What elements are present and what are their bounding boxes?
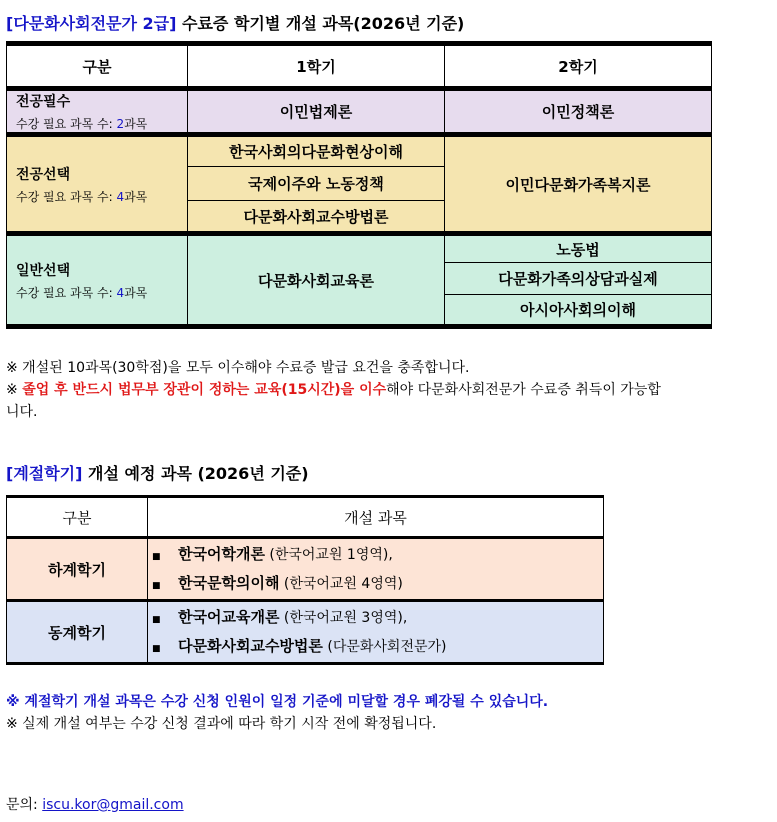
course-cell: 다문화가족의상담과실제 xyxy=(445,263,712,295)
section1-title xyxy=(6,11,464,34)
list-item: ■ 다문화사회교수방법론 (다문화사회전문가) xyxy=(152,632,603,661)
section2-title xyxy=(6,461,309,484)
section2-tag: [계절학기] xyxy=(6,464,83,483)
table-header-row xyxy=(7,497,604,538)
contact-label: 문의: xyxy=(6,797,43,813)
table-row-major-required xyxy=(7,89,712,135)
course-cell: 이민다문화가족복지론 xyxy=(445,135,712,234)
course-cell: 노동법 xyxy=(445,234,712,263)
category-requirement: 수강 필요 과목 수: 4과목 xyxy=(16,285,148,300)
note-line: ※ 계절학기 개설 과목은 수강 신청 인원이 일정 기준에 미달할 경우 폐강될 수 있습니다. xyxy=(6,694,549,710)
notes-section2 xyxy=(6,691,774,735)
course-cell: 한국사회의다문화현상이해 xyxy=(188,135,445,167)
list-item: ■ 한국문학의이해 (한국어교원 4영역) xyxy=(152,569,603,598)
category-name: 전공선택 xyxy=(16,166,71,183)
header-courses: 개설 과목 xyxy=(148,497,604,538)
section1-tag: [다문화사회전문가 2급] xyxy=(6,14,177,33)
header-category: 구분 xyxy=(7,44,188,89)
semester-name: 하계학기 xyxy=(7,538,148,601)
section1-heading: 수료증 학기별 개설 과목(2026년 기준) xyxy=(176,14,465,33)
course-cell: 아시아사회의이해 xyxy=(445,295,712,327)
table-row-winter xyxy=(7,601,604,664)
course-list xyxy=(148,601,604,664)
category-requirement: 수강 필요 과목 수: 4과목 xyxy=(16,189,148,204)
bullet-icon: ■ xyxy=(152,581,161,591)
note-highlight: 졸업 후 반드시 법무부 장관이 정하는 교육(15시간)을 이수 xyxy=(22,382,387,398)
list-item: ■ 한국어교육개론 (한국어교원 3영역), xyxy=(152,603,603,632)
table-row-major-elective xyxy=(7,135,712,167)
course-cell: 국제이주와 노동정책 xyxy=(188,167,445,201)
seasonal-course-table xyxy=(6,495,604,665)
category-cell xyxy=(7,135,188,234)
note-line: ※ 개설된 10과목(30학점)을 모두 이수해야 수료증 발급 요건을 충족합니다. xyxy=(6,360,470,376)
category-name: 일반선택 xyxy=(16,262,71,279)
category-name: 전공필수 xyxy=(16,94,71,110)
bullet-icon: ■ xyxy=(152,552,161,562)
bullet-icon: ■ xyxy=(152,615,161,625)
semester-name: 동계학기 xyxy=(7,601,148,664)
table-row-summer xyxy=(7,538,604,601)
category-cell xyxy=(7,89,188,135)
note-line: 니다. xyxy=(6,404,38,420)
course-cell: 다문화사회교육론 xyxy=(188,234,445,327)
contact-line xyxy=(6,794,184,814)
table-row-general-elective xyxy=(7,234,712,263)
section2-heading: 개설 예정 과목 (2026년 기준) xyxy=(82,464,309,483)
header-semester2: 2학기 xyxy=(445,44,712,89)
semester-course-table xyxy=(6,41,712,329)
bullet-icon: ■ xyxy=(152,644,161,654)
table-header-row xyxy=(7,44,712,89)
course-cell: 다문화사회교수방법론 xyxy=(188,201,445,234)
header-category: 구분 xyxy=(7,497,148,538)
note-line: ※ 실제 개설 여부는 수강 신청 결과에 따라 학기 시작 전에 확정됩니다. xyxy=(6,716,437,732)
notes-section1 xyxy=(6,357,774,423)
email-link[interactable]: iscu.kor@gmail.com xyxy=(42,797,184,813)
course-list xyxy=(148,538,604,601)
header-semester1: 1학기 xyxy=(188,44,445,89)
category-cell xyxy=(7,234,188,327)
note-line: ※ 졸업 후 반드시 법무부 장관이 정하는 교육(15시간)을 이수해야 다문화사회전문가 수료증 취득이 가능합 xyxy=(6,382,661,398)
list-item: ■ 한국어학개론 (한국어교원 1영역), xyxy=(152,540,603,569)
course-cell: 이민법제론 xyxy=(188,89,445,135)
category-requirement: 수강 필요 과목 수: 2과목 xyxy=(16,117,148,131)
course-cell: 이민정책론 xyxy=(445,89,712,135)
